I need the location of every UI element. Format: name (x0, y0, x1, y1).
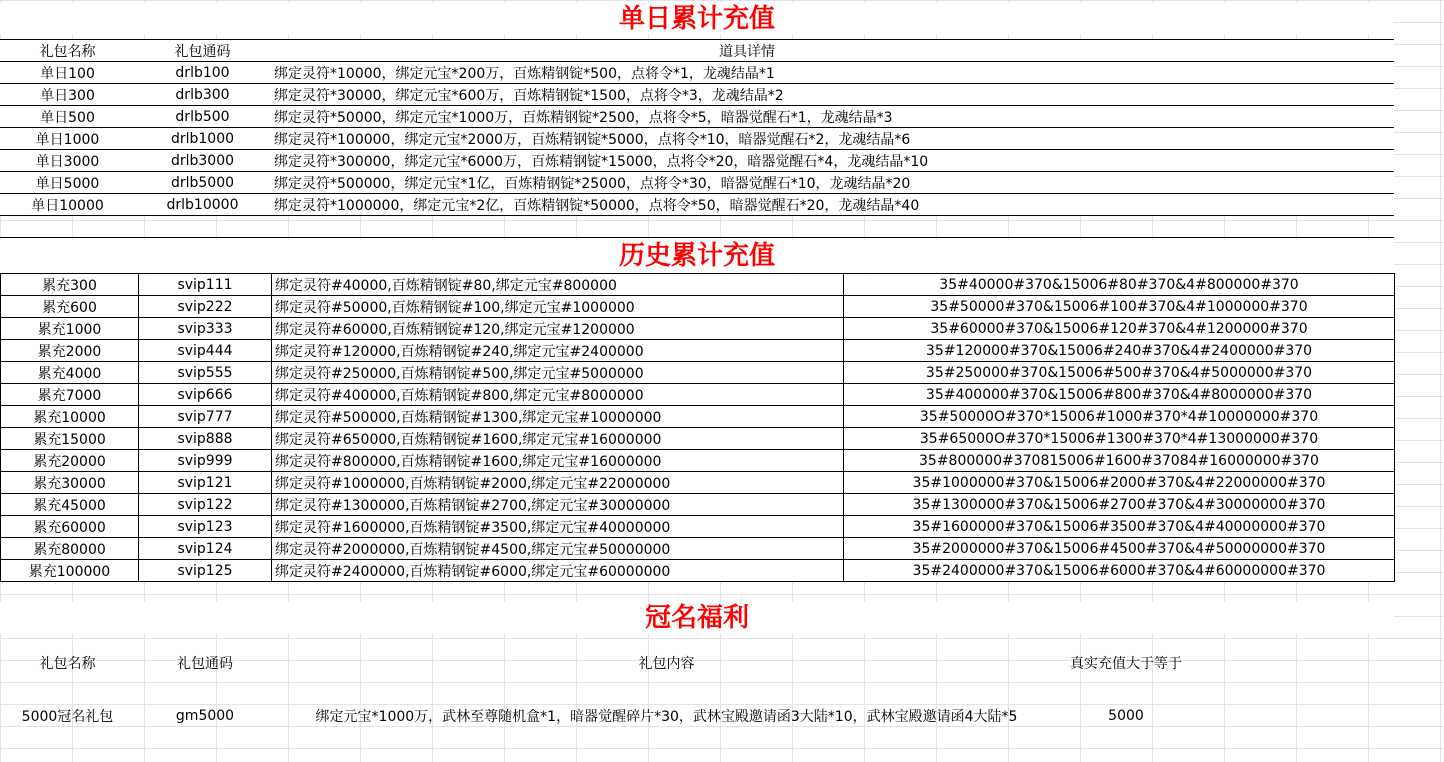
gift-code-cell[interactable]: svip111 (139, 274, 272, 296)
gift-code-cell[interactable]: svip124 (139, 538, 272, 560)
table-row (1, 538, 1395, 560)
gift-name-cell[interactable]: 累充10000 (1, 406, 139, 428)
gift-code-cell[interactable]: svip444 (139, 340, 272, 362)
gift-code-cell[interactable]: svip333 (139, 318, 272, 340)
table-row (1, 428, 1395, 450)
section1-title: 单日累计充值 (0, 3, 1394, 35)
table-row (1, 362, 1395, 384)
gift-name-cell[interactable]: 累充2000 (1, 340, 139, 362)
gift-code-cell[interactable]: svip888 (139, 428, 272, 450)
daily-recharge-table (0, 39, 1394, 216)
table-row (0, 62, 1394, 84)
gift-name-cell[interactable]: 单日100 (0, 62, 135, 84)
title-benefit-table (0, 636, 1194, 742)
section2-title: 历史累计充值 (0, 240, 1394, 272)
item-details-cell[interactable]: 绑定灵符#2000000,百炼精钢锭#4500,绑定元宝#50000000 (272, 538, 844, 560)
item-details-cell[interactable]: 绑定灵符#650000,百炼精钢锭#1600,绑定元宝#16000000 (272, 428, 844, 450)
table-row (0, 194, 1394, 216)
gift-code-cell[interactable]: drlb300 (135, 84, 270, 106)
gift-name-cell[interactable]: 单日5000 (0, 172, 135, 194)
item-details-cell[interactable]: 绑定灵符#60000,百炼精钢锭#120,绑定元宝#1200000 (272, 318, 844, 340)
table-row (0, 689, 1194, 742)
table-row (0, 84, 1394, 106)
table-row (0, 128, 1394, 150)
gift-code-cell[interactable]: drlb1000 (135, 128, 270, 150)
gift-name-cell[interactable]: 单日300 (0, 84, 135, 106)
gift-name-cell[interactable]: 单日1000 (0, 128, 135, 150)
gift-name-cell[interactable]: 累充4000 (1, 362, 139, 384)
item-details-cell[interactable]: 绑定灵符#40000,百炼精钢锭#80,绑定元宝#800000 (272, 274, 844, 296)
item-details-cell[interactable]: 绑定灵符*30000，绑定元宝*600万，百炼精钢锭*1500，点将令*3，龙魂结晶*2 (270, 84, 1394, 106)
gift-name-cell[interactable]: 单日3000 (0, 150, 135, 172)
gift-name-cell[interactable]: 累充7000 (1, 384, 139, 406)
item-code-cell[interactable]: 35#1000000#370&15006#2000#370&4#22000000#370 (844, 472, 1395, 494)
item-details-cell[interactable]: 绑定灵符#2400000,百炼精钢锭#6000,绑定元宝#60000000 (272, 560, 844, 582)
item-details-cell[interactable]: 绑定灵符#120000,百炼精钢锭#240,绑定元宝#2400000 (272, 340, 844, 362)
gift-code-cell[interactable]: drlb10000 (135, 194, 270, 216)
gift-code-cell[interactable]: drlb3000 (135, 150, 270, 172)
item-code-cell[interactable]: 35#2400000#370&15006#6000#370&4#60000000#370 (844, 560, 1395, 582)
item-details-cell[interactable]: 绑定灵符#800000,百炼精钢锭#1600,绑定元宝#16000000 (272, 450, 844, 472)
table-row (1, 560, 1395, 582)
table-header-row (0, 636, 1194, 689)
gift-name-cell[interactable]: 累充80000 (1, 538, 139, 560)
header-min-recharge[interactable]: 真实充值大于等于 (1070, 655, 1182, 672)
gift-code-cell[interactable]: gm5000 (175, 707, 235, 724)
gift-name-cell[interactable]: 累充20000 (1, 450, 139, 472)
gift-code-cell[interactable]: svip555 (139, 362, 272, 384)
gift-name-cell[interactable]: 单日500 (0, 106, 135, 128)
table-row (1, 296, 1395, 318)
item-details-cell[interactable]: 绑定灵符#1000000,百炼精钢锭#2000,绑定元宝#22000000 (272, 472, 844, 494)
gift-code-cell[interactable]: drlb5000 (135, 172, 270, 194)
header-gift-code[interactable]: 礼包通码 (177, 655, 233, 672)
gift-name-cell[interactable]: 累充600 (1, 296, 139, 318)
table-row (1, 406, 1395, 428)
item-details-cell[interactable]: 绑定灵符#1300000,百炼精钢锭#2700,绑定元宝#30000000 (272, 494, 844, 516)
gift-code-cell[interactable]: svip999 (139, 450, 272, 472)
gift-code-cell[interactable]: svip777 (139, 406, 272, 428)
gift-code-cell[interactable]: drlb500 (135, 106, 270, 128)
section3-title: 冠名福利 (0, 602, 1394, 634)
table-row (1, 472, 1395, 494)
item-code-cell[interactable]: 35#65000O#370*15006#1300#370*4#13000000#370 (844, 428, 1395, 450)
table-row (1, 516, 1395, 538)
item-code-cell[interactable]: 35#250000#370&15006#500#370&4#5000000#370 (844, 362, 1395, 384)
item-details-cell[interactable]: 绑定灵符*10000，绑定元宝*200万，百炼精钢锭*500，点将令*1，龙魂结晶*1 (270, 62, 1394, 84)
gift-code-cell[interactable]: svip123 (139, 516, 272, 538)
gift-name-cell[interactable]: 累充45000 (1, 494, 139, 516)
header-gift-code[interactable]: 礼包通码 (135, 40, 270, 62)
table-row (0, 172, 1394, 194)
gift-code-cell[interactable]: svip666 (139, 384, 272, 406)
table-row (0, 106, 1394, 128)
table-row (1, 340, 1395, 362)
item-code-cell[interactable]: 35#1600000#370&15006#3500#370&4#40000000#370 (844, 516, 1395, 538)
gift-name-cell[interactable]: 累充15000 (1, 428, 139, 450)
header-item-details[interactable]: 道具详情 (270, 40, 1394, 62)
item-details-cell[interactable]: 绑定灵符*50000，绑定元宝*1000万，百炼精钢锭*2500，点将令*5，暗器觉醒石*1，龙魂结晶*3 (270, 106, 1394, 128)
gift-name-cell[interactable]: 累充300 (1, 274, 139, 296)
gift-code-cell[interactable]: svip121 (139, 472, 272, 494)
gift-name-cell[interactable]: 累充100000 (1, 560, 139, 582)
item-code-cell[interactable]: 35#120000#370&15006#240#370&4#2400000#370 (844, 340, 1395, 362)
header-gift-content[interactable]: 礼包内容 (638, 655, 695, 672)
gift-name-cell[interactable]: 累充30000 (1, 472, 139, 494)
table-row (1, 318, 1395, 340)
item-details-cell[interactable]: 绑定灵符*500000，绑定元宝*1亿，百炼精钢锭*25000，点将令*30，暗器觉醒石*10，龙魂结晶*20 (270, 172, 1394, 194)
item-details-cell[interactable]: 绑定灵符#400000,百炼精钢锭#800,绑定元宝#8000000 (272, 384, 844, 406)
gift-name-cell[interactable]: 5000冠名礼包 (21, 708, 114, 725)
min-recharge-cell[interactable]: 5000 (1108, 707, 1144, 724)
item-details-cell[interactable]: 绑定灵符#250000,百炼精钢锭#500,绑定元宝#5000000 (272, 362, 844, 384)
item-code-cell[interactable]: 35#50000#370&15006#100#370&4#1000000#370 (844, 296, 1395, 318)
table-row (1, 384, 1395, 406)
table-header-row (0, 40, 1394, 62)
item-code-cell[interactable]: 35#2000000#370&15006#4500#370&4#50000000#370 (844, 538, 1395, 560)
gift-code-cell[interactable]: svip222 (139, 296, 272, 318)
item-details-cell[interactable]: 绑定灵符*1000000，绑定元宝*2亿，百炼精钢锭*50000，点将令*50，暗器觉醒石*20，龙魂结晶*40 (270, 194, 1394, 216)
item-details-cell[interactable]: 绑定灵符#500000,百炼精钢锭#1300,绑定元宝#10000000 (272, 406, 844, 428)
gift-code-cell[interactable]: svip125 (139, 560, 272, 582)
item-details-cell[interactable]: 绑定灵符#50000,百炼精钢锭#100,绑定元宝#1000000 (272, 296, 844, 318)
history-recharge-table (0, 273, 1395, 582)
gift-name-cell[interactable]: 累充1000 (1, 318, 139, 340)
item-code-cell[interactable]: 35#1300000#370&15006#2700#370&4#30000000#370 (844, 494, 1395, 516)
gift-code-cell[interactable]: drlb100 (135, 62, 270, 84)
item-code-cell[interactable]: 35#50000O#370*15006#1000#370*4#10000000#370 (844, 406, 1395, 428)
section-divider (0, 237, 1394, 238)
item-code-cell[interactable]: 35#400000#370&15006#800#370&4#8000000#370 (844, 384, 1395, 406)
item-details-cell[interactable]: 绑定灵符#1600000,百炼精钢锭#3500,绑定元宝#40000000 (272, 516, 844, 538)
item-code-cell[interactable]: 35#60000#370&15006#120#370&4#1200000#370 (844, 318, 1395, 340)
table-row (0, 150, 1394, 172)
header-gift-name[interactable]: 礼包名称 (0, 40, 135, 62)
item-code-cell[interactable]: 35#40000#370&15006#80#370&4#800000#370 (844, 274, 1395, 296)
gift-name-cell[interactable]: 累充60000 (1, 516, 139, 538)
item-details-cell[interactable]: 绑定灵符*300000，绑定元宝*6000万，百炼精钢锭*15000，点将令*20，暗器觉醒石*4，龙魂结晶*10 (270, 150, 1394, 172)
gift-code-cell[interactable]: svip122 (139, 494, 272, 516)
table-row (1, 494, 1395, 516)
gift-name-cell[interactable]: 单日10000 (0, 194, 135, 216)
header-gift-name[interactable]: 礼包名称 (39, 655, 96, 672)
table-row (1, 450, 1395, 472)
item-details-cell[interactable]: 绑定灵符*100000，绑定元宝*2000万，百炼精钢锭*5000，点将令*10，暗器觉醒石*2，龙魂结晶*6 (270, 128, 1394, 150)
table-row (1, 274, 1395, 296)
gift-content-cell[interactable]: 绑定元宝*1000万，武林至尊随机盒*1，暗器觉醒碎片*30，武林宝殿邀请函3大陆*10，武林宝殿邀请函4大陆*5 (315, 708, 1018, 725)
item-code-cell[interactable]: 35#800000#370815006#1600#37084#16000000#370 (844, 450, 1395, 472)
